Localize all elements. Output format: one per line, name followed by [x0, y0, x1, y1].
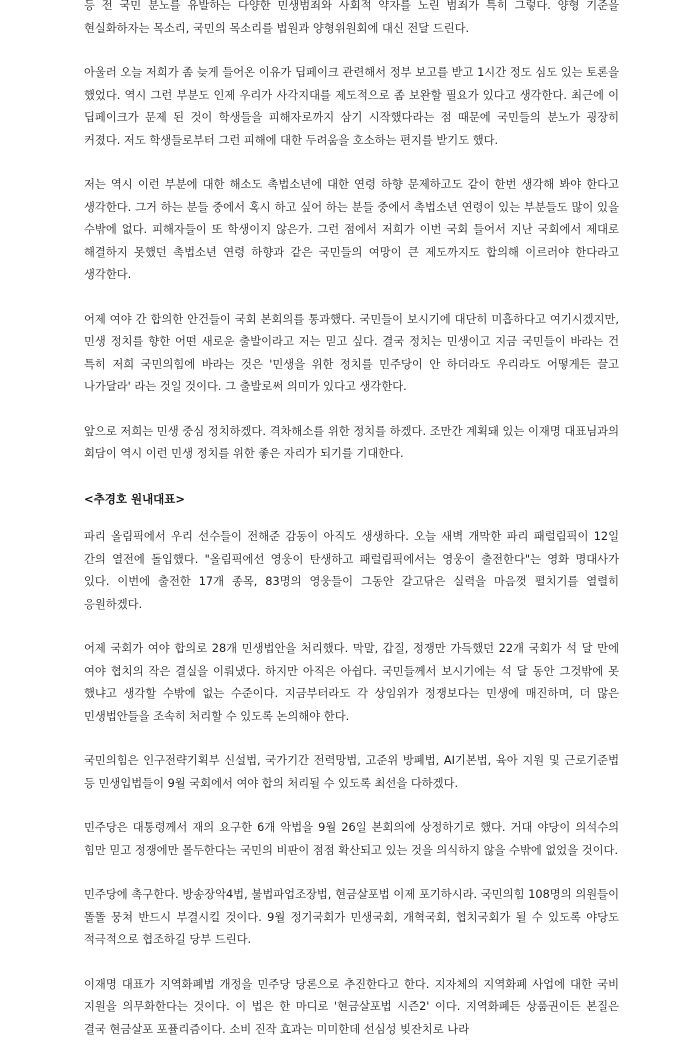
paragraph-livelihood-politics: 앞으로 저희는 민생 중심 정치하겠다. 격차해소를 위한 정치를 하겠다. 조만간 계획돼 있는 이재명 대표님과의 회담이 역시 이런 민생 정치를 위한 좋은 자리가 되기를 기대한다.: [84, 424, 619, 460]
paragraph-juvenile-age: 저는 역시 이런 부분에 대한 해소도 촉법소년에 대한 연령 하향 문제하고도 같이 한번 생각해 봐야 한다고 생각한다. 그거 하는 분들 중에서 혹시 하고 싶어 하는 분들 중에서 촉법소년 연령이 있는 부분들도 많이 있을 수밖에 없다. 피해자들이 또 학생이지 않은가. 그런 점에서 저희가 이번 국회 들어서 지난 국회에서 제대로 해결하지 못했던 촉법소년 연령 하향과 같은 국민들의 여망이 큰 제도까지도 합의해 이르러야 한다라고 생각한다.: [84, 178, 619, 281]
paragraph-plenary-passage: 어제 여야 간 합의한 안건들이 국회 본회의를 통과했다. 국민들이 보시기에 대단히 미흡하다고 여기시겠지만, 민생 정치를 향한 어떤 새로운 출발이라고 저는 믿고 싶다. 결국 정치는 민생이고 지금 국민들이 바라는 건 특히 저희 국민의힘에 바라는 것은 '민생을 위한 정치를 민주당이 안 하더라도 우리라도 어떻게든 끌고 나가달라' 라는 것일 것이다. 그 출발로써 의미가 있다고 생각한다.: [84, 312, 619, 393]
paragraph-ppp-legislation: 국민의힘은 인구전략기획부 신설법, 국가기간 전력망법, 고준위 방폐법, AI기본법, 육아 지원 및 근로기준법 등 민생입법들이 9월 국회에서 여야 합의 처리될 수 있도록 최선을 다하겠다.: [84, 754, 619, 790]
paragraph-six-bills: 민주당은 대통령께서 재의 요구한 6개 악법을 9월 26일 본회의에 상정하기로 했다. 거대 야당이 의석수의 힘만 믿고 정쟁에만 몰두한다는 국민의 비판이 점점 확산되고 있는 것을 의식하지 않을 수밖에 없었을 것이다.: [84, 821, 619, 857]
document-page: [84, 0, 619, 1063]
paragraph-28-bills: 어제 국회가 여야 합의로 28개 민생법안을 처리했다. 막말, 갑질, 정쟁만 가득했던 22개 국회가 석 달 만에 여야 협치의 작은 결실을 이뤄냈다. 하지만 아직은 아쉽다. 국민들께서 보시기에는 석 달 동안 그것밖에 못 했냐고 생각할 수밖에 없는 수준이다. 지금부터라도 각 상임위가 정쟁보다는 민생에 매진하며, 더 많은 민생법안들을 조속히 처리할 수 있도록 논의해야 한다.: [84, 642, 619, 723]
speaker-heading: <추경호 원내대표>: [84, 491, 186, 506]
paragraph-sentencing-standards: 등 전 국민 분노를 유발하는 다양한 민생범죄와 사회적 약자를 노린 범죄가 특히 그렇다. 양형 기준을 현실화하자는 목소리, 국민의 목소리를 법원과 양형위원회에 대신 전달 드린다.: [84, 0, 619, 35]
paragraph-deepfake-discussion: 아울러 오늘 저희가 좀 늦게 들어온 이유가 딥페이크 관련해서 정부 보고를 받고 1시간 정도 심도 있는 토론을 했었다. 역시 그런 부분도 인제 우리가 사각지대를 제도적으로 좀 보완할 필요가 있다고 생각한다. 최근에 이 딥페이크가 문제 된 것이 학생들을 피해자로까지 삼기 시작했다라는 점 때문에 국민들의 분노가 굉장히 커졌다. 저도 학생들로부터 그런 피해에 대한 두려움을 호소하는 편지를 받기도 했다.: [84, 66, 619, 147]
paragraph-local-currency: 이재명 대표가 지역화폐법 개정을 민주당 당론으로 추진한다고 한다. 지자체의 지역화폐 사업에 대한 국비 지원을 의무화한다는 것이다. 이 법은 한 마디로 '현금살포법 시즌2' 이다. 지역화폐든 상품권이든 본질은 결국 현금살포 포퓰리즘이다. 소비 진작 효과는 미미한데 선심성 빚잔치로 나라: [84, 977, 619, 1036]
paragraph-paralympics: 파리 올림픽에서 우리 선수들이 전해준 감동이 아직도 생생하다. 오늘 새벽 개막한 파리 패럴림픽이 12일 간의 열전에 돌입했다. "올림픽에선 영웅이 탄생하고 패럴림픽에서는 영웅이 출전한다"는 영화 명대사가 있다. 이번에 출전한 17개 종목, 83명의 영웅들이 그동안 갈고닦은 실력을 마음껏 펼치기를 열렬히 응원하겠다.: [84, 530, 619, 611]
paragraph-urge-democrats: 민주당에 촉구한다. 방송장악4법, 불법파업조장법, 현금살포법 이제 포기하시라. 국민의힘 108명의 의원들이 똘똘 뭉쳐 반드시 부결시킬 것이다. 9월 정기국회가 민생국회, 개혁국회, 협치국회가 될 수 있도록 야당도 적극적으로 협조하길 당부 드린다.: [84, 888, 619, 946]
